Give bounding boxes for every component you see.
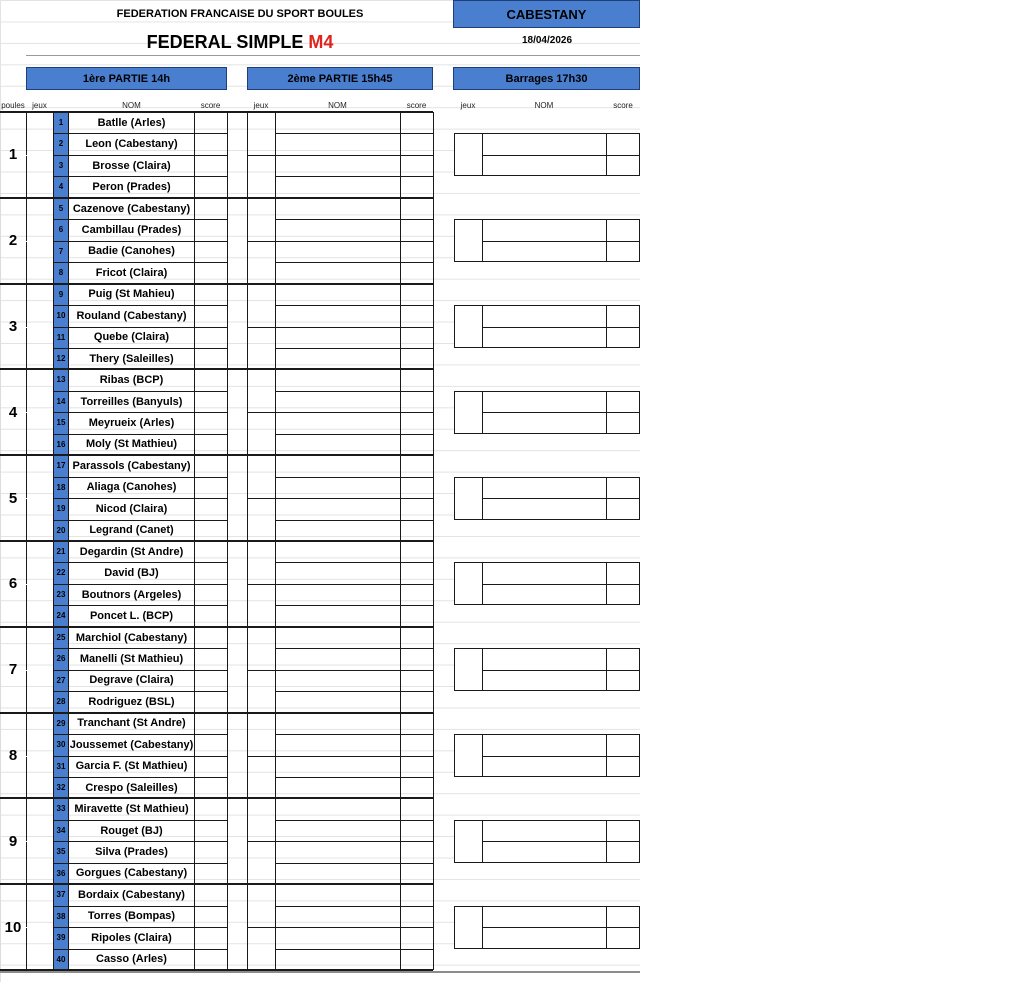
partie2-label: 2ème PARTIE 15h45 — [287, 72, 393, 85]
partie2-score-cell[interactable] — [400, 841, 433, 862]
partie2-name-cell[interactable] — [275, 369, 400, 390]
score-cell[interactable] — [194, 455, 227, 476]
poule-number: 6 — [8, 575, 18, 593]
player-number: 2 — [58, 139, 64, 149]
player-name[interactable]: Torreilles (Banyuls) — [80, 395, 183, 408]
barrage-name-cell[interactable] — [482, 562, 606, 583]
poule-number: 3 — [8, 317, 18, 335]
player-name[interactable]: Bordaix (Cabestany) — [78, 888, 185, 901]
jeux-split-line — [26, 756, 53, 757]
partie2-score-cell[interactable] — [400, 455, 433, 476]
partie2-name-cell[interactable] — [275, 820, 400, 841]
barrage-name-cell[interactable] — [482, 133, 606, 154]
partie2-name-cell[interactable] — [275, 949, 400, 970]
barrage-name-cell[interactable] — [482, 670, 606, 691]
partie2-score-cell[interactable] — [400, 734, 433, 755]
score-cell[interactable] — [194, 605, 227, 626]
player-number: 15 — [56, 418, 66, 428]
partie2-score-cell[interactable] — [400, 670, 433, 691]
score-cell[interactable] — [194, 541, 227, 562]
score-cell[interactable] — [194, 906, 227, 927]
partie2-name-cell[interactable] — [275, 477, 400, 498]
partie2-name-cell[interactable] — [275, 412, 400, 433]
partie2-name-cell[interactable] — [275, 584, 400, 605]
player-name[interactable]: Gorgues (Cabestany) — [75, 867, 188, 880]
score-cell[interactable] — [194, 798, 227, 819]
col-header-jeux: jeux — [32, 101, 47, 110]
player-name[interactable]: Nicod (Claira) — [95, 502, 168, 515]
player-name[interactable]: Cambillau (Prades) — [81, 223, 182, 236]
score-cell[interactable] — [194, 477, 227, 498]
partie2-name-cell[interactable] — [275, 562, 400, 583]
poule-number: 7 — [8, 661, 18, 679]
partie2-name-cell[interactable] — [275, 756, 400, 777]
partie2-score-cell[interactable] — [400, 927, 433, 948]
player-number: 13 — [56, 375, 66, 385]
partie2-name-cell[interactable] — [275, 927, 400, 948]
partie2-jeux-split — [247, 241, 275, 242]
barrage-name-cell[interactable] — [482, 841, 606, 862]
player-name[interactable]: Ripoles (Claira) — [91, 931, 172, 944]
jeux-split-line — [26, 327, 53, 328]
poule-number: 9 — [8, 832, 18, 850]
poule-number: 5 — [8, 489, 18, 507]
score-cell[interactable] — [194, 305, 227, 326]
col-header-nom: NOM — [122, 101, 141, 110]
score-cell[interactable] — [194, 327, 227, 348]
partie2-name-cell[interactable] — [275, 327, 400, 348]
partie2-banner — [247, 67, 433, 90]
partie2-score-cell[interactable] — [400, 884, 433, 905]
player-name[interactable]: Thery (Saleilles) — [89, 352, 174, 365]
partie2-name-cell[interactable] — [275, 884, 400, 905]
player-name[interactable]: Joussemet (Cabestany) — [69, 738, 194, 751]
player-number: 22 — [56, 568, 66, 578]
player-number: 33 — [56, 804, 66, 814]
score-cell[interactable] — [194, 884, 227, 905]
barrage-name-cell[interactable] — [482, 155, 606, 176]
partie2-name-cell[interactable] — [275, 777, 400, 798]
barrage-name-cell[interactable] — [482, 391, 606, 412]
player-number: 25 — [56, 632, 66, 642]
city-banner — [453, 0, 640, 28]
score-cell[interactable] — [194, 219, 227, 240]
partie2-name-cell[interactable] — [275, 198, 400, 219]
col-header-poules: poules — [1, 101, 25, 110]
partie2-score-cell[interactable] — [400, 412, 433, 433]
partie2-name-cell[interactable] — [275, 648, 400, 669]
partie2-name-cell[interactable] — [275, 284, 400, 305]
player-name[interactable]: Cazenove (Cabestany) — [72, 202, 191, 215]
score-cell[interactable] — [194, 734, 227, 755]
barrages-banner — [453, 67, 640, 90]
table-bottom-shadow — [0, 971, 640, 973]
player-number: 31 — [56, 761, 66, 771]
partie2-score-cell[interactable] — [400, 562, 433, 583]
partie2-score-cell[interactable] — [400, 112, 433, 133]
barrage-name-cell[interactable] — [482, 241, 606, 262]
partie2-name-cell[interactable] — [275, 112, 400, 133]
player-name[interactable]: Legrand (Canet) — [89, 524, 174, 537]
score-cell[interactable] — [194, 391, 227, 412]
partie2-score-cell[interactable] — [400, 691, 433, 712]
player-number: 39 — [56, 933, 66, 943]
col-header-score-2: score — [406, 101, 427, 110]
barrage-name-cell[interactable] — [482, 584, 606, 605]
partie2-score-cell[interactable] — [400, 584, 433, 605]
partie2-jeux-split — [247, 670, 275, 671]
player-name[interactable]: Tranchant (St Andre) — [77, 717, 186, 730]
partie2-score-cell[interactable] — [400, 241, 433, 262]
score-cell[interactable] — [194, 670, 227, 691]
partie2-name-cell[interactable] — [275, 176, 400, 197]
player-name[interactable]: Moly (St Mathieu) — [85, 438, 178, 451]
player-name[interactable]: Manelli (St Mathieu) — [79, 652, 184, 665]
player-name[interactable]: Boutnors (Argeles) — [81, 588, 182, 601]
barrage-name-cell[interactable] — [482, 648, 606, 669]
player-name[interactable]: Brosse (Claira) — [92, 159, 171, 172]
player-number: 27 — [56, 675, 66, 685]
barrage-name-cell[interactable] — [482, 498, 606, 519]
player-name[interactable]: Batlle (Arles) — [97, 116, 166, 129]
player-name[interactable]: Crespo (Saleilles) — [85, 781, 178, 794]
barrage-name-cell[interactable] — [482, 327, 606, 348]
player-name[interactable]: Peron (Prades) — [92, 181, 171, 194]
score-cell[interactable] — [194, 713, 227, 734]
partie2-name-cell[interactable] — [275, 734, 400, 755]
partie2-name-cell[interactable] — [275, 219, 400, 240]
col-header-score-3: score — [613, 101, 633, 110]
score-cell[interactable] — [194, 155, 227, 176]
partie2-score-cell[interactable] — [400, 369, 433, 390]
partie2-score-cell[interactable] — [400, 713, 433, 734]
partie2-score-cell[interactable] — [400, 777, 433, 798]
player-name[interactable]: Ribas (BCP) — [99, 374, 164, 387]
partie2-score-cell[interactable] — [400, 520, 433, 541]
poule-number: 2 — [8, 232, 18, 250]
partie2-name-cell[interactable] — [275, 520, 400, 541]
player-number: 19 — [56, 504, 66, 514]
player-name[interactable]: Miravette (St Mathieu) — [74, 803, 189, 816]
player-name[interactable]: Marchiol (Cabestany) — [75, 631, 188, 644]
competition-category: M4 — [308, 32, 334, 52]
partie2-name-cell[interactable] — [275, 863, 400, 884]
score-cell[interactable] — [194, 412, 227, 433]
barrage-name-cell[interactable] — [482, 734, 606, 755]
player-name[interactable]: Badie (Canohes) — [88, 245, 175, 258]
partie2-jeux-split — [247, 927, 275, 928]
player-number: 1 — [58, 118, 64, 127]
city-label: CABESTANY — [506, 6, 587, 22]
table-vline-7 — [433, 112, 434, 970]
score-cell[interactable] — [194, 198, 227, 219]
jeux-split-line — [26, 155, 53, 156]
partie2-jeux-split — [247, 756, 275, 757]
partie2-name-cell[interactable] — [275, 627, 400, 648]
player-number: 38 — [56, 911, 66, 921]
player-name[interactable]: Puig (St Mahieu) — [88, 288, 175, 301]
player-name[interactable]: Rouget (BJ) — [100, 824, 163, 837]
partie2-name-cell[interactable] — [275, 498, 400, 519]
partie2-jeux-split — [247, 498, 275, 499]
partie2-jeux-split — [247, 327, 275, 328]
partie2-score-cell[interactable] — [400, 327, 433, 348]
player-name[interactable]: Meyrueix (Arles) — [88, 417, 175, 430]
partie2-score-cell[interactable] — [400, 155, 433, 176]
partie2-name-cell[interactable] — [275, 434, 400, 455]
partie2-score-cell[interactable] — [400, 434, 433, 455]
player-number: 21 — [56, 547, 66, 556]
player-name[interactable]: Parassols (Cabestany) — [72, 459, 191, 472]
partie2-score-cell[interactable] — [400, 863, 433, 884]
barrages-label: Barrages 17h30 — [505, 72, 588, 85]
score-cell[interactable] — [194, 648, 227, 669]
jeux-split-line — [26, 584, 53, 585]
partie2-score-cell[interactable] — [400, 176, 433, 197]
partie2-score-cell[interactable] — [400, 820, 433, 841]
federation-title: FEDERATION FRANCAISE DU SPORT BOULES — [116, 8, 364, 20]
player-name[interactable]: David (BJ) — [104, 567, 159, 580]
player-number: 17 — [56, 461, 66, 471]
jeux-split-line — [26, 670, 53, 671]
player-number: 34 — [56, 825, 66, 835]
score-cell[interactable] — [194, 841, 227, 862]
player-number: 5 — [58, 203, 64, 213]
partie2-name-cell[interactable] — [275, 691, 400, 712]
partie2-name-cell[interactable] — [275, 455, 400, 476]
partie2-name-cell[interactable] — [275, 241, 400, 262]
partie2-name-cell[interactable] — [275, 798, 400, 819]
player-name[interactable]: Torres (Bompas) — [87, 910, 176, 923]
partie2-score-cell[interactable] — [400, 949, 433, 970]
player-name[interactable]: Fricot (Claira) — [95, 266, 168, 279]
player-number: 4 — [58, 182, 64, 192]
barrage-name-cell[interactable] — [482, 906, 606, 927]
jeux-split-line — [26, 927, 53, 928]
competition-title-main: FEDERAL SIMPLE — [146, 32, 309, 52]
partie2-score-cell[interactable] — [400, 219, 433, 240]
score-cell[interactable] — [194, 348, 227, 369]
player-number: 36 — [56, 868, 66, 878]
player-number: 40 — [56, 954, 66, 964]
player-number: 32 — [56, 782, 66, 792]
player-name[interactable]: Aliaga (Canohes) — [86, 481, 177, 494]
player-number: 6 — [58, 225, 64, 235]
poule-number: 4 — [8, 403, 18, 421]
partie2-score-cell[interactable] — [400, 305, 433, 326]
player-number: 18 — [56, 482, 66, 492]
score-cell[interactable] — [194, 262, 227, 283]
score-cell[interactable] — [194, 820, 227, 841]
partie2-name-cell[interactable] — [275, 305, 400, 326]
score-cell[interactable] — [194, 949, 227, 970]
barrage-name-cell[interactable] — [482, 305, 606, 326]
player-name[interactable]: Garcia F. (St Mathieu) — [75, 760, 188, 773]
player-number: 28 — [56, 697, 66, 707]
partie2-score-cell[interactable] — [400, 756, 433, 777]
player-number: 29 — [56, 718, 66, 728]
partie2-score-cell[interactable] — [400, 477, 433, 498]
barrage-name-cell[interactable] — [482, 477, 606, 498]
player-number: 14 — [56, 396, 66, 406]
col-header-nom-3: NOM — [534, 101, 554, 110]
player-number: 37 — [56, 890, 66, 900]
partie2-score-cell[interactable] — [400, 605, 433, 626]
barrage-name-cell[interactable] — [482, 412, 606, 433]
score-cell[interactable] — [194, 133, 227, 154]
player-number: 26 — [56, 654, 66, 664]
player-number: 30 — [56, 740, 66, 750]
col-header-jeux-2: jeux — [253, 101, 269, 110]
partie2-score-cell[interactable] — [400, 498, 433, 519]
date-label: 18/04/2026 — [521, 35, 573, 46]
score-cell[interactable] — [194, 369, 227, 390]
partie2-name-cell[interactable] — [275, 541, 400, 562]
jeux-split-line — [26, 412, 53, 413]
score-cell[interactable] — [194, 241, 227, 262]
col-header-nom-2: NOM — [328, 101, 347, 110]
partie2-score-cell[interactable] — [400, 798, 433, 819]
partie2-score-cell[interactable] — [400, 648, 433, 669]
col-header-jeux-3: jeux — [460, 101, 476, 110]
player-number: 8 — [58, 268, 64, 278]
player-number: 10 — [56, 311, 66, 321]
player-number: 7 — [58, 246, 64, 256]
poule-number: 1 — [8, 146, 18, 164]
partie2-jeux-split — [247, 155, 275, 156]
player-name[interactable]: Quebe (Claira) — [93, 331, 170, 344]
player-name[interactable]: Casso (Arles) — [96, 953, 167, 966]
player-number: 9 — [58, 289, 64, 299]
barrage-name-cell[interactable] — [482, 927, 606, 948]
partie2-name-cell[interactable] — [275, 391, 400, 412]
poule-number: 8 — [8, 746, 18, 764]
partie2-name-cell[interactable] — [275, 906, 400, 927]
player-number: 24 — [56, 611, 66, 621]
partie2-name-cell[interactable] — [275, 348, 400, 369]
partie2-name-cell[interactable] — [275, 262, 400, 283]
score-cell[interactable] — [194, 756, 227, 777]
score-cell[interactable] — [194, 777, 227, 798]
player-name[interactable]: Poncet L. (BCP) — [89, 610, 174, 623]
jeux-split-line — [26, 241, 53, 242]
partie2-score-cell[interactable] — [400, 541, 433, 562]
score-cell[interactable] — [194, 927, 227, 948]
partie2-score-cell[interactable] — [400, 348, 433, 369]
player-number: 3 — [58, 160, 64, 170]
score-cell[interactable] — [194, 176, 227, 197]
partie2-name-cell[interactable] — [275, 605, 400, 626]
partie2-jeux-split — [247, 412, 275, 413]
partie1-banner — [26, 67, 227, 90]
player-name[interactable]: Leon (Cabestany) — [85, 138, 178, 151]
player-name[interactable]: Silva (Prades) — [95, 846, 168, 859]
partie2-name-cell[interactable] — [275, 133, 400, 154]
score-cell[interactable] — [194, 498, 227, 519]
score-cell[interactable] — [194, 112, 227, 133]
player-number: 20 — [56, 525, 66, 535]
player-name[interactable]: Degrave (Claira) — [89, 674, 174, 687]
player-number: 35 — [56, 847, 66, 857]
partie2-name-cell[interactable] — [275, 713, 400, 734]
player-name[interactable]: Degardin (St Andre) — [79, 545, 184, 558]
partie2-name-cell[interactable] — [275, 155, 400, 176]
jeux-split-line — [26, 498, 53, 499]
col-header-score: score — [200, 101, 221, 110]
partie2-name-cell[interactable] — [275, 670, 400, 691]
partie2-score-cell[interactable] — [400, 198, 433, 219]
score-cell[interactable] — [194, 627, 227, 648]
barrage-name-cell[interactable] — [482, 219, 606, 240]
barrage-name-cell[interactable] — [482, 820, 606, 841]
barrage-name-cell[interactable] — [482, 756, 606, 777]
player-number: 16 — [56, 439, 66, 449]
partie2-score-cell[interactable] — [400, 906, 433, 927]
partie2-score-cell[interactable] — [400, 627, 433, 648]
score-cell[interactable] — [194, 284, 227, 305]
partie2-score-cell[interactable] — [400, 284, 433, 305]
player-name[interactable]: Rodriguez (BSL) — [88, 695, 175, 708]
partie2-jeux-split — [247, 584, 275, 585]
competition-title — [26, 28, 454, 56]
score-cell[interactable] — [194, 691, 227, 712]
partie2-score-cell[interactable] — [400, 391, 433, 412]
player-number: 12 — [56, 353, 66, 363]
score-cell[interactable] — [194, 434, 227, 455]
score-cell[interactable] — [194, 863, 227, 884]
score-cell[interactable] — [194, 584, 227, 605]
partie2-name-cell[interactable] — [275, 841, 400, 862]
partie2-jeux-split — [247, 841, 275, 842]
score-cell[interactable] — [194, 562, 227, 583]
player-name[interactable]: Rouland (Cabestany) — [76, 309, 187, 322]
partie2-score-cell[interactable] — [400, 262, 433, 283]
player-number: 23 — [56, 589, 66, 599]
partie1-label: 1ère PARTIE 14h — [82, 72, 171, 85]
score-cell[interactable] — [194, 520, 227, 541]
jeux-split-line — [26, 841, 53, 842]
poule-number: 10 — [4, 918, 22, 936]
partie2-score-cell[interactable] — [400, 133, 433, 154]
player-number: 11 — [56, 332, 66, 342]
header-divider — [26, 55, 640, 56]
